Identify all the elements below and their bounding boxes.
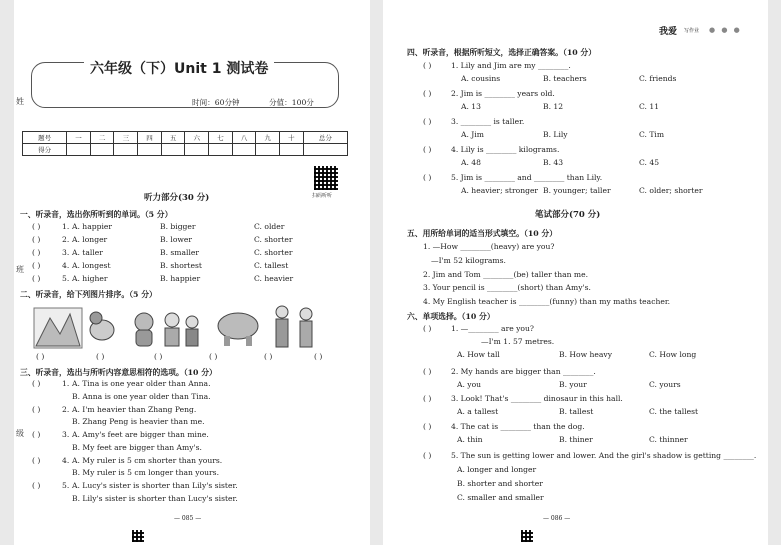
question-number: 3. [62,430,70,439]
option-c: C. 11 [639,102,660,111]
side-char-name1: 姓 [16,97,24,106]
question-text: 4. The cat is ________ than the dog. [451,422,585,431]
question-text: 3. ________ is taller. [451,117,525,126]
option-a: A. happier [72,222,113,231]
answer-bracket[interactable]: ( ) [423,145,432,154]
question-text: 5. Jim is ________ and ________ than Lily. [451,173,603,182]
option-line: A. longer and longer [457,465,537,474]
option-c: C. tallest [254,261,289,270]
option-a: A. 48 [461,158,481,167]
answer-bracket[interactable]: ( ) [423,394,432,403]
answer-bracket[interactable]: ( ) [32,222,41,231]
option-c: C. 45 [639,158,660,167]
answer-bracket[interactable]: ( ) [32,261,41,270]
picture-mountains-icon [34,308,82,348]
page-title: 六年级（下）Unit 1 测试卷 [84,58,274,78]
option-b: B. your [559,380,587,389]
answer-bracket[interactable]: ( ) [32,248,41,257]
option-a: A. Lucy's sister is shorter than Lily's sister. [72,481,238,490]
answer-bracket[interactable]: ( ) [32,430,41,439]
score-table-header-cell: 三 [114,132,138,144]
answer-bracket[interactable]: ( ) [32,235,41,244]
picture-elephant-icon [218,313,258,346]
option-b: B. shortest [160,261,202,270]
footer-qr-left-icon [132,530,144,542]
score-table-row-label: 得分 [23,144,67,156]
sec4-title: 四、听录音，根据所听短文，选择正确答案。（10 分） [407,48,596,57]
option-b: B. Zhang Peng is heavier than me. [72,417,205,426]
answer-bracket[interactable]: ( ) [423,117,432,126]
score-table-header-cell: 九 [256,132,280,144]
picture-kids-icon [165,313,198,346]
answer-bracket[interactable]: ( ) [423,367,432,376]
side-char-class1: 班 [16,265,24,274]
score-table-score-cell[interactable] [303,144,347,156]
question-number: 3. [62,248,70,257]
option-c: C. How long [649,350,697,359]
option-a: A. cousins [461,74,501,83]
time-label: 时间：60分钟 [192,98,240,107]
score-table-score-cell[interactable] [280,144,304,156]
score-table-score-cell[interactable] [138,144,162,156]
answer-bracket[interactable]: ( ) [32,455,41,465]
option-a: A. I'm heavier than Zhang Peng. [72,404,197,414]
option-a: A. Jim [461,130,484,139]
sec3-title: 三、听录音，选出与所听内容意思相符的选项。（10 分） [20,368,217,377]
score-table-header-cell: 十 [280,132,304,144]
option-c: C. older [254,222,285,231]
option-b: B. Lily [543,130,568,139]
option-b: B. bigger [160,222,196,231]
footer-qr-right-icon [521,530,533,542]
option-a: A. longer [72,235,108,244]
option-a: A. How tall [457,350,500,359]
score-table-header-cell: 四 [138,132,162,144]
question-number: 4. [62,455,70,465]
score-table [22,131,348,156]
score-table-score-cell[interactable] [185,144,209,156]
answer-bracket[interactable]: ( ) [32,274,41,283]
answer-bracket[interactable]: ( ) [423,89,432,98]
score-table-score-cell[interactable] [232,144,256,156]
question-number: 4. [62,261,70,270]
question-text: 5. The sun is getting lower and lower. And the girl's shadow is getting ________. [451,451,757,460]
option-b: B. happier [160,274,201,283]
option-c: C. the tallest [649,407,699,416]
picture-answer-bracket[interactable]: ( ) [96,352,105,361]
sec2-pictures [32,300,328,350]
score-table-header-cell: 七 [209,132,233,144]
question-text: 4. Lily is ________ kilograms. [451,145,560,154]
picture-answer-bracket[interactable]: ( ) [209,352,218,361]
score-table-score-cell[interactable] [90,144,114,156]
option-a: A. longest [72,261,111,270]
option-a: A. you [457,380,482,389]
option-a: A. heavier; stronger [461,186,539,195]
option-c: C. shorter [254,235,293,244]
question-number: 5. [62,481,70,490]
option-a: A. thin [457,435,483,444]
question-number: 2. [62,404,70,414]
question-text: 2. My hands are bigger than ________. [451,367,596,376]
score-table-header-cell: 题号 [23,132,67,144]
option-line: B. shorter and shorter [457,479,543,488]
page-number-right: — 086 — [543,515,571,522]
option-b: B. teachers [543,74,587,83]
picture-answer-bracket[interactable]: ( ) [314,352,323,361]
answer-bracket[interactable]: ( ) [32,404,41,414]
listening-title: 听力部分(30 分) [144,193,210,203]
option-c: C. older; shorter [639,186,703,195]
question-text: 2. Jim is ________ years old. [451,89,555,98]
picture-answer-bracket[interactable]: ( ) [36,352,45,361]
option-a: A. a tallest [457,407,499,416]
answer-bracket[interactable]: ( ) [423,61,432,70]
picture-boys-icon [276,306,312,347]
option-c: C. heavier [254,274,294,283]
sec1-title: 一、听录音，选出你所听到的单词。（5 分） [20,210,173,219]
score-label: 分值：100分 [269,98,314,107]
brand-logo-small: 写作业 [684,28,700,34]
option-b: B. 12 [543,102,564,111]
question-text-line2: —I'm 1. 57 metres. [481,337,555,346]
option-b: B. 43 [543,158,564,167]
score-table-header-cell: 五 [161,132,185,144]
option-b: B. thiner [559,435,593,444]
option-b: B. How heavy [559,350,613,359]
fill-blank-line: 4. My English teacher is ________(funny) than my maths teacher. [423,297,671,307]
sec6-title: 六、单项选择。（10 分） [407,312,495,321]
written-title: 笔试部分(70 分) [535,210,601,220]
right-page [383,0,768,545]
option-b: B. Anna is one year older than Tina. [72,391,211,401]
answer-bracket[interactable]: ( ) [423,422,432,431]
option-a: A. higher [72,274,108,283]
fill-blank-line: —I'm 52 kilograms. [431,255,506,265]
picture-dog-icon [90,312,114,340]
brand-dots-icon: ● ● ● [709,26,742,34]
option-b: B. Lily's sister is shorter than Lucy's sister. [72,493,238,503]
option-c: C. shorter [254,248,293,257]
score-table-score-cell[interactable] [114,144,138,156]
qr-code-icon[interactable] [314,166,338,190]
option-b: B. younger; taller [543,186,611,195]
option-c: C. Tim [639,130,665,139]
fill-blank-line: 2. Jim and Tom ________(be) taller than me. [423,269,589,279]
option-b: B. My ruler is 5 cm longer than yours. [72,468,219,477]
picture-answer-bracket[interactable]: ( ) [264,352,273,361]
question-number: 5. [62,274,70,283]
question-number: 1. [62,222,70,231]
option-b: B. smaller [160,248,200,257]
option-b: B. lower [160,235,193,244]
answer-bracket[interactable]: ( ) [423,324,432,333]
score-table-score-cell[interactable] [209,144,233,156]
answer-bracket[interactable]: ( ) [423,451,432,460]
option-a: A. Amy's feet are bigger than mine. [72,430,209,439]
qr-caption: 扫码听听 [312,193,333,199]
answer-bracket[interactable]: ( ) [32,481,41,490]
left-page [14,0,370,545]
option-b: B. tallest [559,407,594,416]
question-number: 2. [62,235,70,244]
score-table-header-cell: 六 [185,132,209,144]
fill-blank-line: 1. —How ________(heavy) are you? [423,242,555,251]
score-table-score-cell[interactable] [67,144,91,156]
option-a: A. taller [72,248,103,257]
sec5-title: 五、用所给单词的适当形式填空。（10 分） [407,229,558,238]
question-text: 1. Lily and Jim are my ________. [451,61,571,70]
page-number-left: — 085 — [174,515,202,522]
option-line: C. smaller and smaller [457,493,544,502]
score-table-header-cell: 八 [232,132,256,144]
option-b: B. My feet are bigger than Amy's. [72,442,202,452]
option-a: A. My ruler is 5 cm shorter than yours. [72,455,223,465]
option-a: A. Tina is one year older than Anna. [72,379,211,388]
score-table-header-cell: 总分 [303,132,347,144]
option-c: C. yours [649,380,681,389]
picture-monkey-icon [135,313,153,346]
score-table-header-cell: 一 [67,132,91,144]
side-char-class2: 级 [16,429,24,438]
option-c: C. friends [639,74,677,83]
option-a: A. 13 [461,102,481,111]
brand-logo: 我爱 [659,27,678,37]
score-table-score-cell[interactable] [161,144,185,156]
option-c: C. thinner [649,435,688,444]
question-text: 3. Look! That's ________ dinosaur in this hall. [451,394,623,403]
fill-blank-line: 3. Your pencil is ________(short) than Amy's. [423,283,591,293]
answer-bracket[interactable]: ( ) [32,379,41,388]
question-number: 1. [62,379,70,388]
score-table-header-cell: 二 [90,132,114,144]
question-text: 1. —________ are you? [451,324,534,333]
answer-bracket[interactable]: ( ) [423,173,432,182]
sec2-title: 二、听录音，给下列图片排序。（5 分） [20,290,157,299]
score-table-score-cell[interactable] [256,144,280,156]
picture-answer-bracket[interactable]: ( ) [154,352,163,361]
